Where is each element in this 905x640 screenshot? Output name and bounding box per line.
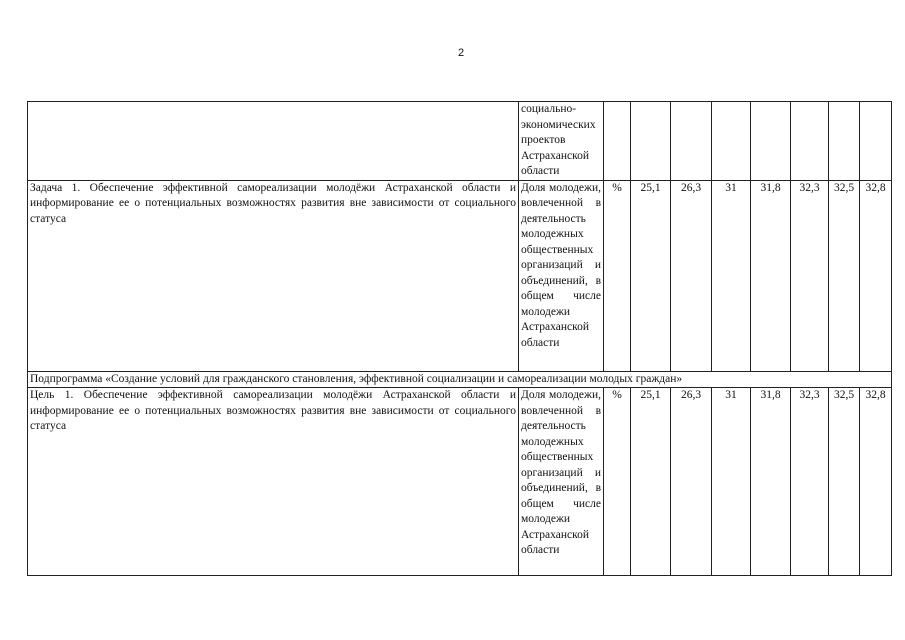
row-value-cell: 26,3 <box>671 388 712 576</box>
row-value-cell <box>860 102 892 181</box>
row-value-cell: 25,1 <box>631 388 671 576</box>
row-value-cell: 32,8 <box>860 180 892 371</box>
indicators-table <box>27 101 892 576</box>
subprogram-row <box>28 371 892 388</box>
row-unit-cell: % <box>604 388 631 576</box>
row-value-cell: 32,5 <box>829 388 860 576</box>
row-description-cell <box>28 102 519 181</box>
row-value-cell: 25,1 <box>631 180 671 371</box>
row-value-cell: 32,8 <box>860 388 892 576</box>
row-description-cell: Задача 1. Обеспечение эффективной самореализации молодёжи Астраханской области и информирование ее о потенциальных возможностях развития вне зависимости от социального статуса <box>28 180 519 371</box>
row-value-cell <box>791 102 829 181</box>
row-value-cell: 32,3 <box>791 180 829 371</box>
row-unit-cell: % <box>604 180 631 371</box>
page-number: 2 <box>457 47 465 59</box>
row-value-cell: 32,5 <box>829 180 860 371</box>
table-row <box>28 102 892 181</box>
row-value-cell: 26,3 <box>671 180 712 371</box>
row-value-cell <box>829 102 860 181</box>
table-row <box>28 388 892 576</box>
row-value-cell: 31 <box>712 388 751 576</box>
row-value-cell <box>631 102 671 181</box>
row-indicator-cell: Доля молодежи, вовлеченной в деятельность молодежных общественных организаций и объединений, в общем числе молодежи Астраханской области <box>519 388 604 576</box>
row-value-cell: 32,3 <box>791 388 829 576</box>
row-description-cell: Цель 1. Обеспечение эффективной самореализации молодёжи Астраханской области и информирование ее о потенциальных возможностях развития вне зависимости от социального статуса <box>28 388 519 576</box>
row-value-cell <box>712 102 751 181</box>
row-value-cell: 31 <box>712 180 751 371</box>
subprogram-title: Подпрограмма «Создание условий для гражданского становления, эффективной социализации и самореализации молодых граждан» <box>28 371 892 388</box>
table-row <box>28 180 892 371</box>
row-value-cell <box>671 102 712 181</box>
row-value-cell: 31,8 <box>751 388 791 576</box>
row-value-cell <box>751 102 791 181</box>
row-indicator-cell: социально-экономических проектов Астраханской области <box>519 102 604 181</box>
row-indicator-cell: Доля молодежи, вовлеченной в деятельность молодежных общественных организаций и объединений, в общем числе молодежи Астраханской области <box>519 180 604 371</box>
row-unit-cell <box>604 102 631 181</box>
row-value-cell: 31,8 <box>751 180 791 371</box>
